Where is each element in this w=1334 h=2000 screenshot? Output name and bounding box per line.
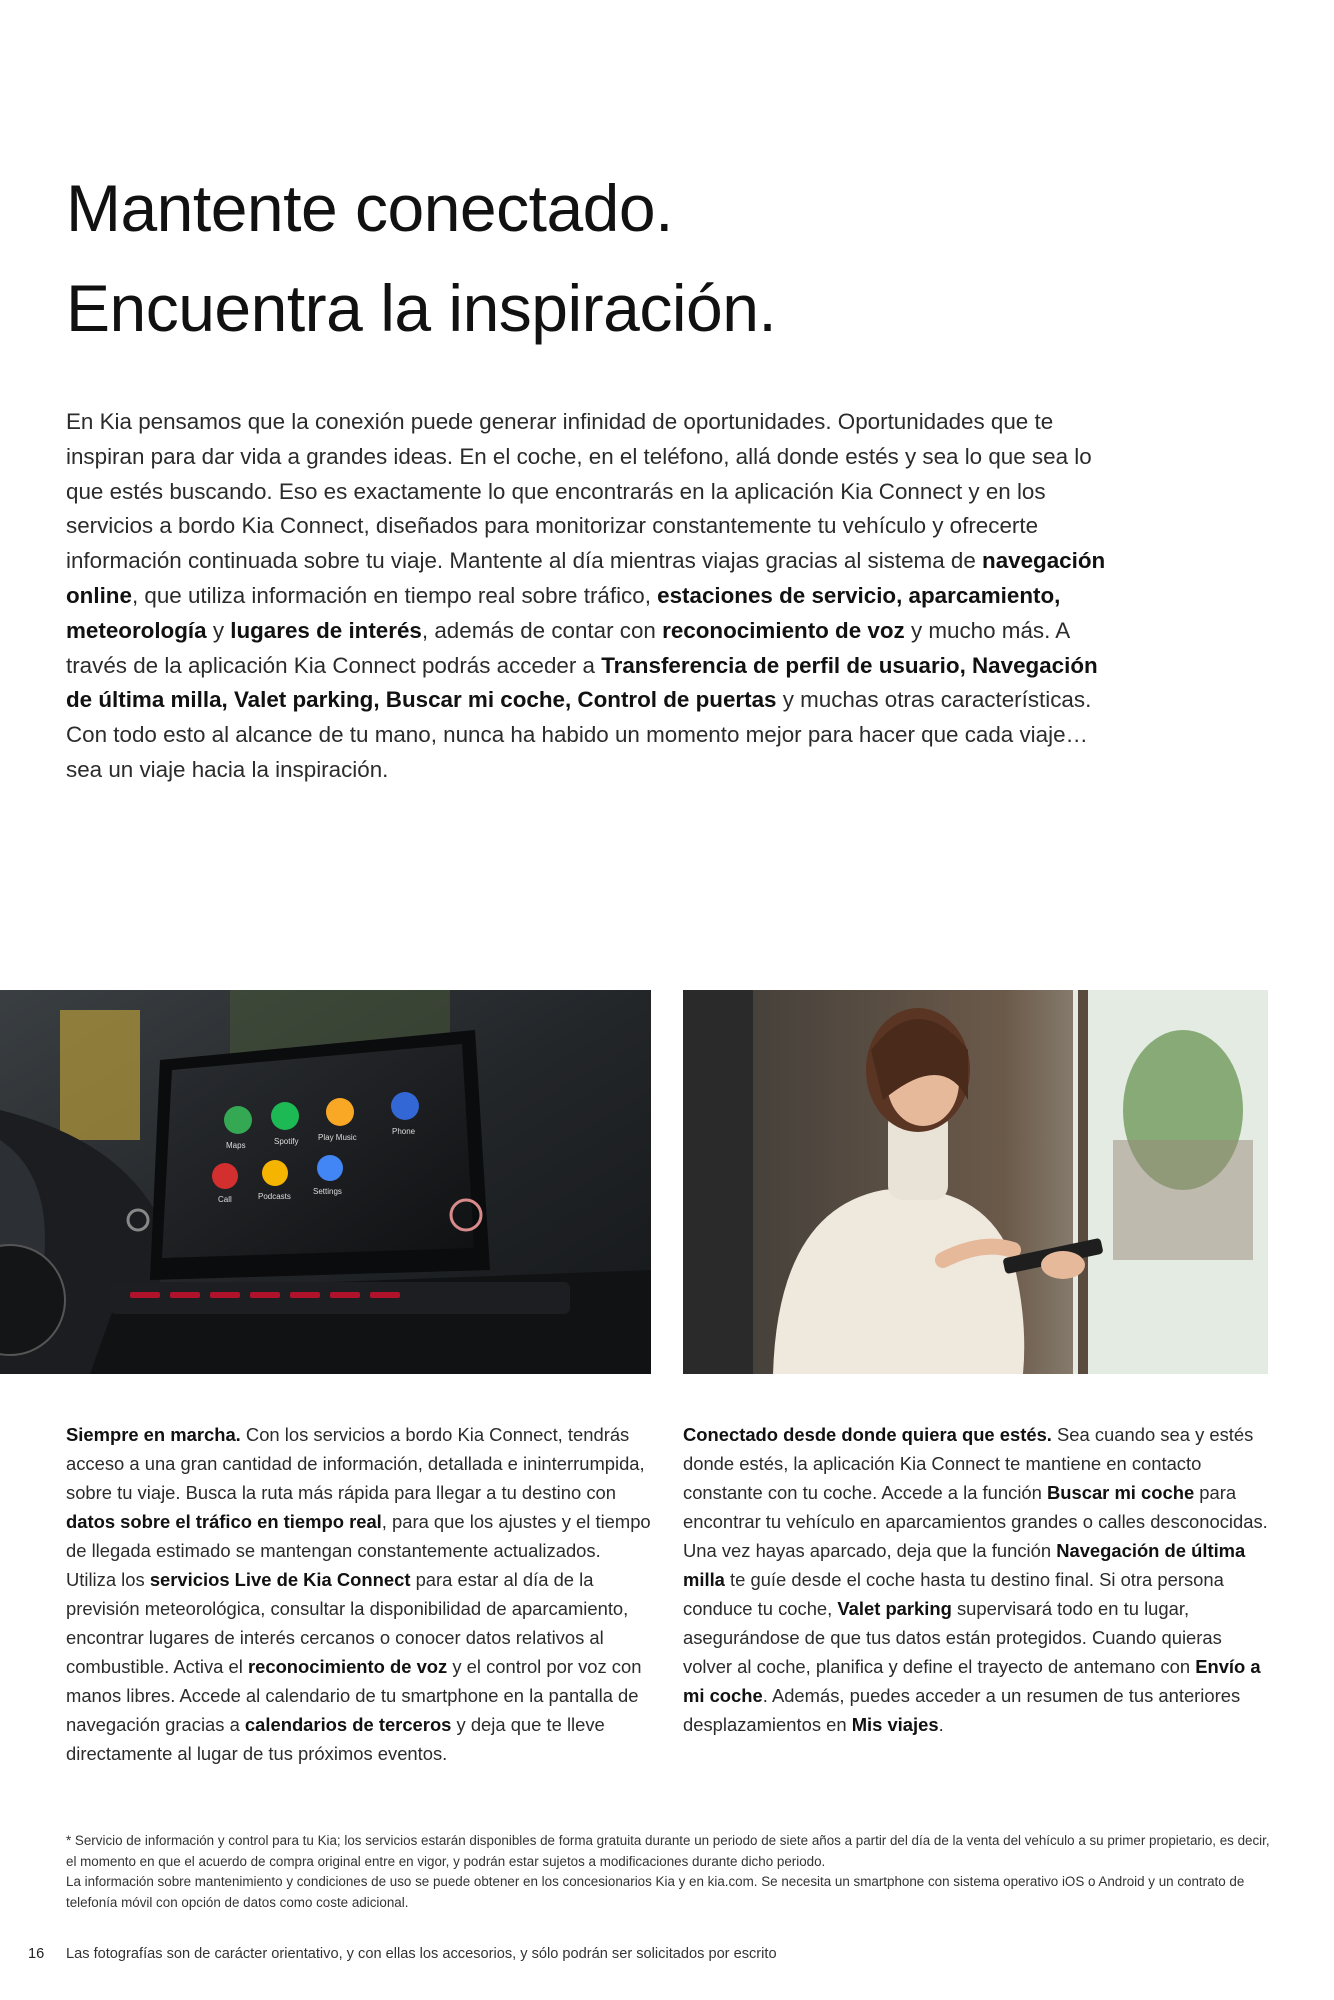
page-heading xyxy=(66,158,1166,358)
footnote-line-2: La información sobre mantenimiento y condiciones de uso se puede obtener en los concesionarios Kia y en kia.com. Se necesita un smartphone con sistema operativo iOS o Android y un contrato de telefonía móvil con opción de datos como coste adicional. xyxy=(66,1874,1245,1910)
text-column-left: Siempre en marcha. Con los servicios a bordo Kia Connect, tendrás acceso a una gran cantidad de información, detallada e ininterrumpida, sobre tu viaje. Busca la ruta más rápida para llegar a tu destino con datos sobre el tráfico en tiempo real, para que los ajustes y el tiempo de llegada estimado se mantengan constantemente actualizados. Utiliza los servicios Live de Kia Connect para estar al día de la previsión meteorológica, consultar la disponibilidad de aparcamiento, encontrar lugares de interés cercanos o conocer datos relativos al combustible. Activa el reconocimiento de voz y el control por voz con manos libres. Accede al calendario de tu smartphone en la pantalla de navegación gracias a calendarios de terceros y deja que te lleve directamente al lugar de tus próximos eventos. xyxy=(66,1424,651,1764)
screen-app-call-label: Call xyxy=(218,1195,232,1204)
screen-app-maps-label: Maps xyxy=(226,1141,246,1150)
screen-app-spotify-label: Spotify xyxy=(274,1137,299,1146)
page-number: 16 xyxy=(28,1946,45,1962)
photo-disclaimer: Las fotografías son de carácter orientativo, y con ellas los accesorios, y sólo podrán ser solicitados por escrito xyxy=(66,1946,777,1962)
screen-app-settings-label: Settings xyxy=(313,1187,342,1196)
heading-line-2: Encuentra la inspiración. xyxy=(66,271,777,345)
screen-app-podcasts-label: Podcasts xyxy=(258,1192,291,1201)
text-column-right: Conectado desde donde quiera que estés. Sea cuando sea y estés donde estés, la aplicación Kia Connect te mantiene en contacto constante con tu coche. Accede a la función Buscar mi coche para encontrar tu vehículo en aparcamientos grandes o calles desconocidas. Una vez hayas aparcado, deja que la función Navegación de última milla te guíe desde el coche hasta tu destino final. Si otra persona conduce tu coche, Valet parking supervisará todo en tu lugar, asegurándose de que tus datos están protegidos. Cuando quieras volver al coche, planifica y define el trayecto de antemano con Envío a mi coche. Además, puedes acceder a un resumen de tus anteriores desplazamientos en Mis viajes. xyxy=(683,1424,1268,1735)
car-infotainment-photo xyxy=(0,990,651,1374)
screen-app-play-music-label: Play Music xyxy=(318,1133,357,1142)
woman-smartphone-photo xyxy=(683,990,1268,1374)
screen-app-phone-label: Phone xyxy=(392,1127,416,1136)
intro-paragraph: En Kia pensamos que la conexión puede generar infinidad de oportunidades. Oportunidades que te inspiran para dar vida a grandes ideas. En el coche, en el teléfono, allá donde estés y sea lo que sea lo que estés buscando. Eso es exactamente lo que encontrarás en la aplicación Kia Connect y en los servicios a bordo Kia Connect, diseñados para monitorizar constantemente tu vehículo y ofrecerte información continuada sobre tu viaje. Mantente al día mientras viajas gracias al sistema de navegación online, que utiliza información en tiempo real sobre tráfico, estaciones de servicio, aparcamiento, meteorología y lugares de interés, además de contar con reconocimiento de voz y mucho más. A través de la aplicación Kia Connect podrás acceder a Transferencia de perfil de usuario, Navegación de última milla, Valet parking, Buscar mi coche, Control de puertas y muchas otras características. Con todo esto al alcance de tu mano, nunca ha habido un momento mejor para hacer que cada viaje… sea un viaje hacia la inspiración. xyxy=(66,409,1106,782)
footnote xyxy=(66,1831,1276,1913)
heading-line-1: Mantente conectado. xyxy=(66,171,673,245)
footnote-line-1: * Servicio de información y control para tu Kia; los servicios estarán disponibles de forma gratuita durante un periodo de siete años a partir del día de la venta del vehículo a su primer propietario, es decir, el momento en que el acuerdo de compra original entre en vigor, y podrán estar sujetos a modificaciones durante dicho periodo. xyxy=(66,1833,1270,1869)
